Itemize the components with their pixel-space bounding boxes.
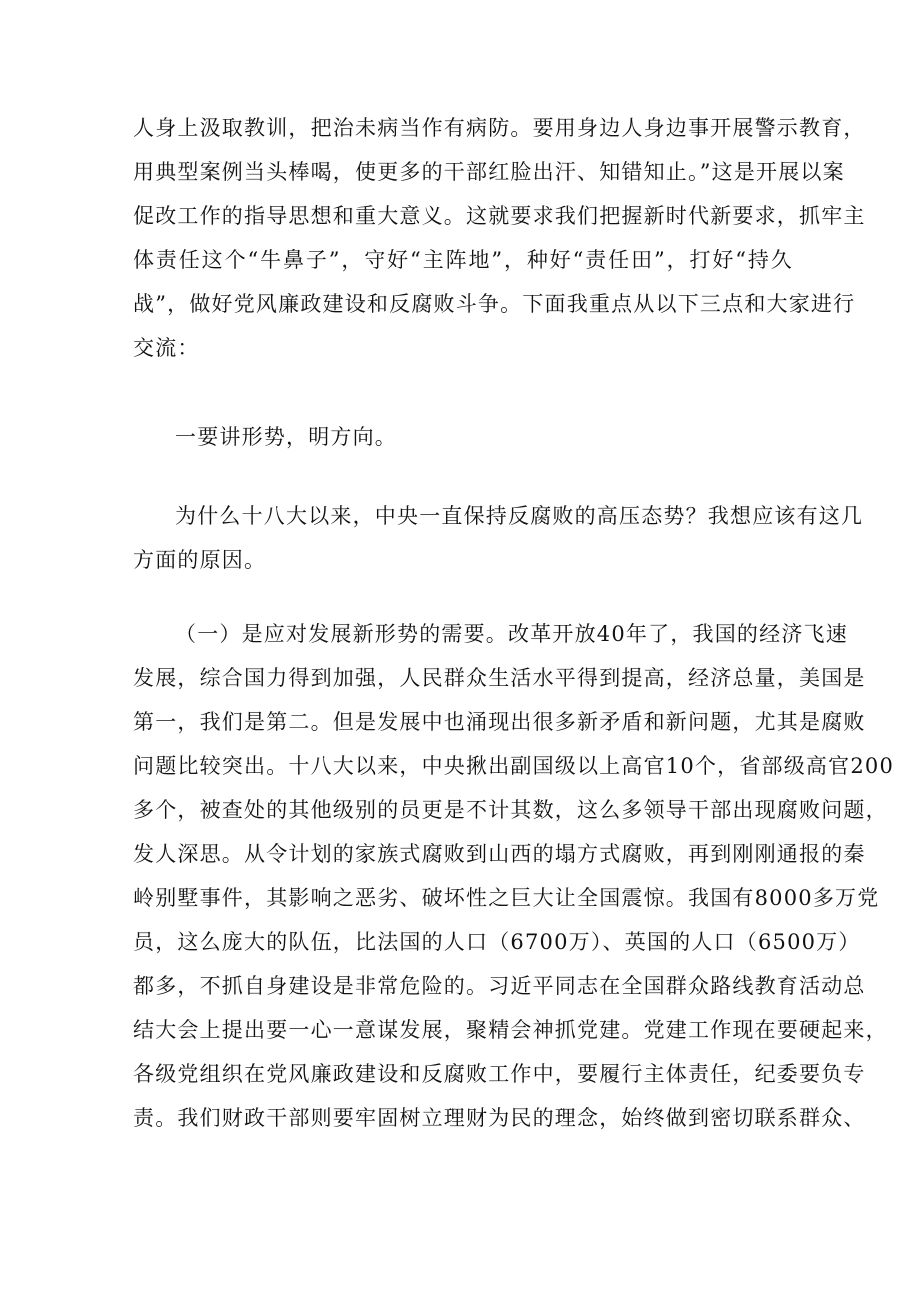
paragraph-line: 员，这么庞大的队伍，比法国的人口（6700万）、英国的人口（6500万） [133, 930, 861, 954]
section-heading: 一要讲形势，明方向。 [175, 425, 397, 449]
paragraph-line: 用典型案例当头棒喝，使更多的干部红脸出汗、知错知止。”这是开展以案 [133, 160, 845, 184]
paragraph-line: 结大会上提出要一心一意谋发展，聚精会神抓党建。党建工作现在要硬起来， [133, 1018, 888, 1042]
paragraph-line: 体责任这个“牛鼻子”，守好“主阵地”，种好“责任田”，打好“持久 [133, 248, 793, 272]
paragraph-line: （一）是应对发展新形势的需要。改革开放40年了，我国的经济飞速 [175, 622, 848, 646]
paragraph-line: 发展，综合国力得到加强，人民群众生活水平得到提高，经济总量，美国是 [133, 666, 866, 690]
paragraph-line: 责。我们财政干部则要牢固树立理财为民的理念，始终做到密切联系群众、 [133, 1106, 866, 1130]
paragraph-line: 为什么十八大以来，中央一直保持反腐败的高压态势？我想应该有这几 [175, 504, 864, 528]
paragraph-line: 多个，被查处的其他级别的员更是不计其数，这么多领导干部出现腐败问题， [133, 798, 888, 822]
paragraph-line: 第一，我们是第二。但是发展中也涌现出很多新矛盾和新问题，尤其是腐败 [133, 710, 866, 734]
paragraph-line: 都多，不抓自身建设是非常危险的。习近平同志在全国群众路线教育活动总 [133, 974, 866, 998]
paragraph-line: 方面的原因。 [133, 548, 267, 572]
paragraph-line: 问题比较突出。十八大以来，中央揪出副国级以上高官10个，省部级高官200 [133, 754, 895, 778]
paragraph-line: 人身上汲取教训，把治未病当作有病防。要用身边人身边事开展警示教育， [133, 116, 866, 140]
paragraph-line: 战”，做好党风廉政建设和反腐败斗争。下面我重点从以下三点和大家进行 [133, 292, 856, 316]
paragraph-line: 促改工作的指导思想和重大意义。这就要求我们把握新时代新要求，抓牢主 [133, 204, 866, 228]
paragraph-line: 各级党组织在党风廉政建设和反腐败工作中，要履行主体责任，纪委要负专 [133, 1062, 866, 1086]
paragraph-line: 交流： [133, 336, 200, 360]
paragraph-line: 岭别墅事件，其影响之恶劣、破坏性之巨大让全国震惊。我国有8000多万党 [133, 886, 880, 910]
paragraph-line: 发人深思。从令计划的家族式腐败到山西的塌方式腐败，再到刚刚通报的秦 [133, 842, 866, 866]
